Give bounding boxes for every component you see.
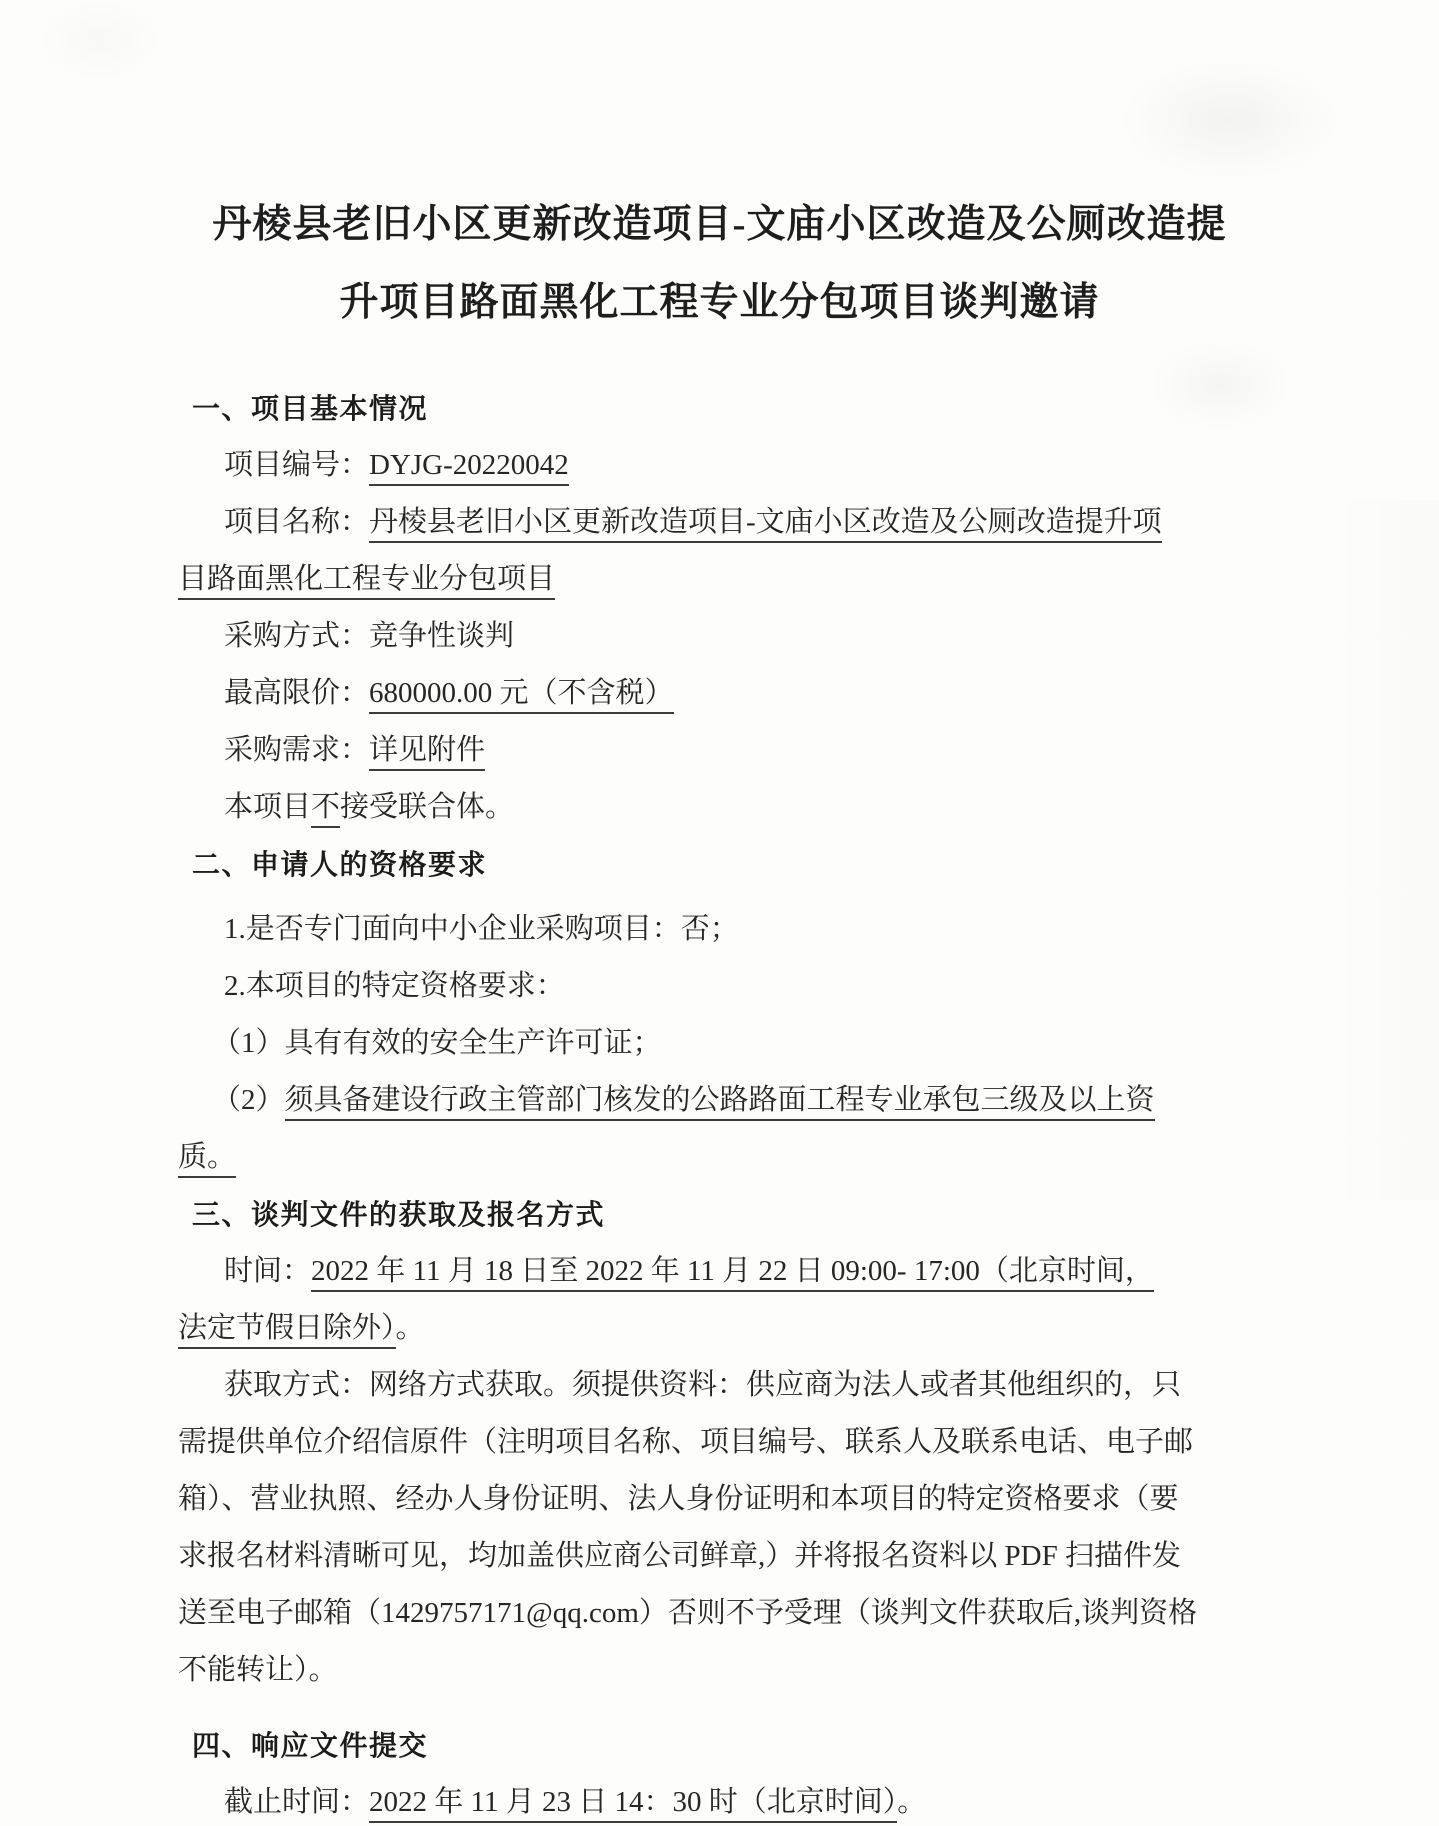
text-line	[178, 1774, 1213, 1826]
text-line	[178, 722, 1213, 779]
text-line	[178, 1357, 1213, 1414]
text-segment: 求报名材料清晰可见，均加盖供应商公司鲜章,）并将报名资料以 PDF 扫描件发	[178, 1540, 1181, 1572]
text-segment: 。	[897, 1786, 927, 1818]
document-title-line-1: 丹棱县老旧小区更新改造项目-文庙小区改造及公厕改造提	[212, 203, 1227, 246]
text-line	[178, 494, 1213, 551]
underlined-text-segment: 须具备建设行政主管部门核发的公路路面工程专业承包三级及以上资	[285, 1084, 1155, 1121]
text-segment: 采购方式：竞争性谈判	[224, 620, 515, 652]
text-line	[178, 1072, 1213, 1129]
text-line	[178, 779, 1213, 836]
text-segment: 。	[395, 1312, 425, 1344]
underlined-text-segment: 详见附件	[369, 734, 485, 771]
text-line	[178, 665, 1213, 722]
text-line	[178, 1642, 1213, 1699]
underlined-text-segment: 2022 年 11 月 18 日至 2022 年 11 月 22 日 09:00- 17:00（北京时间，	[311, 1255, 1154, 1292]
text-line	[178, 1528, 1213, 1585]
underlined-text-segment: DYJG-20220042	[369, 449, 569, 486]
text-segment: 获取方式：网络方式获取。须提供资料：供应商为法人或者其他组织的，只	[224, 1369, 1182, 1401]
text-segment: 送至电子邮箱（1429757171@qq.com）否则不予受理（谈判文件获取后,谈判资格	[178, 1597, 1198, 1629]
text-segment: 最高限价：	[224, 677, 370, 709]
text-segment: 项目名称：	[224, 506, 370, 538]
underlined-text-segment: 丹棱县老旧小区更新改造项目-文庙小区改造及公厕改造提升项	[369, 506, 1162, 543]
text-line	[178, 551, 1213, 608]
scan-edge-shading	[1340, 500, 1439, 1200]
scan-smudge	[1120, 60, 1340, 180]
underlined-text-segment: 2022 年 11 月 23 日 14：30 时（北京时间）	[369, 1786, 897, 1823]
text-line	[178, 1585, 1213, 1642]
text-line	[178, 901, 1213, 958]
underlined-text-segment: 不	[311, 791, 340, 828]
text-segment: 不能转让）。	[178, 1654, 338, 1686]
section-heading	[178, 380, 1213, 437]
underlined-text-segment: 法定节假日除外）	[178, 1312, 396, 1349]
underlined-text-segment: 680000.00 元（不含税）	[369, 677, 674, 714]
text-segment: 本项目	[224, 791, 312, 823]
text-line	[178, 437, 1213, 494]
section-heading	[178, 1717, 1213, 1774]
section-heading	[178, 1186, 1213, 1243]
text-segment: 截止时间：	[224, 1786, 370, 1818]
scan-smudge	[40, 0, 160, 80]
text-line	[178, 1471, 1213, 1528]
document-title	[0, 186, 1439, 342]
text-line	[178, 1243, 1213, 1300]
document-body	[178, 380, 1213, 1826]
text-line	[178, 1015, 1213, 1072]
text-line	[178, 1129, 1213, 1186]
document-title-line-2: 升项目路面黑化工程专业分包项目谈判邀请	[339, 281, 1100, 324]
text-segment: 需提供单位介绍信原件（注明项目名称、项目编号、联系人及联系电话、电子邮	[178, 1426, 1194, 1458]
text-segment: 采购需求：	[224, 734, 370, 766]
text-segment: 箱）、营业执照、经办人身份证明、法人身份证明和本项目的特定资格要求（要	[178, 1483, 1179, 1515]
text-line	[178, 958, 1213, 1015]
text-segment: 2.本项目的特定资格要求：	[224, 970, 565, 1002]
text-segment: 一、项目基本情况	[192, 393, 429, 424]
underlined-text-segment: 质。	[178, 1141, 236, 1178]
text-segment: 三、谈判文件的获取及报名方式	[192, 1199, 606, 1230]
text-segment: 接受联合体。	[340, 791, 515, 823]
text-segment: 1.是否专门面向中小企业采购项目：否；	[224, 913, 739, 945]
text-segment: 时间：	[224, 1255, 312, 1287]
text-line	[178, 1300, 1213, 1357]
text-segment: （2）	[212, 1084, 285, 1116]
text-segment: 二、申请人的资格要求	[192, 849, 488, 880]
underlined-text-segment: 目路面黑化工程专业分包项目	[178, 563, 555, 600]
text-line	[178, 608, 1213, 665]
text-segment: 项目编号：	[224, 449, 370, 481]
text-line	[178, 1414, 1213, 1471]
section-heading	[178, 836, 1213, 893]
text-segment: 四、响应文件提交	[192, 1730, 429, 1761]
text-segment: （1）具有有效的安全生产许可证；	[212, 1027, 662, 1059]
